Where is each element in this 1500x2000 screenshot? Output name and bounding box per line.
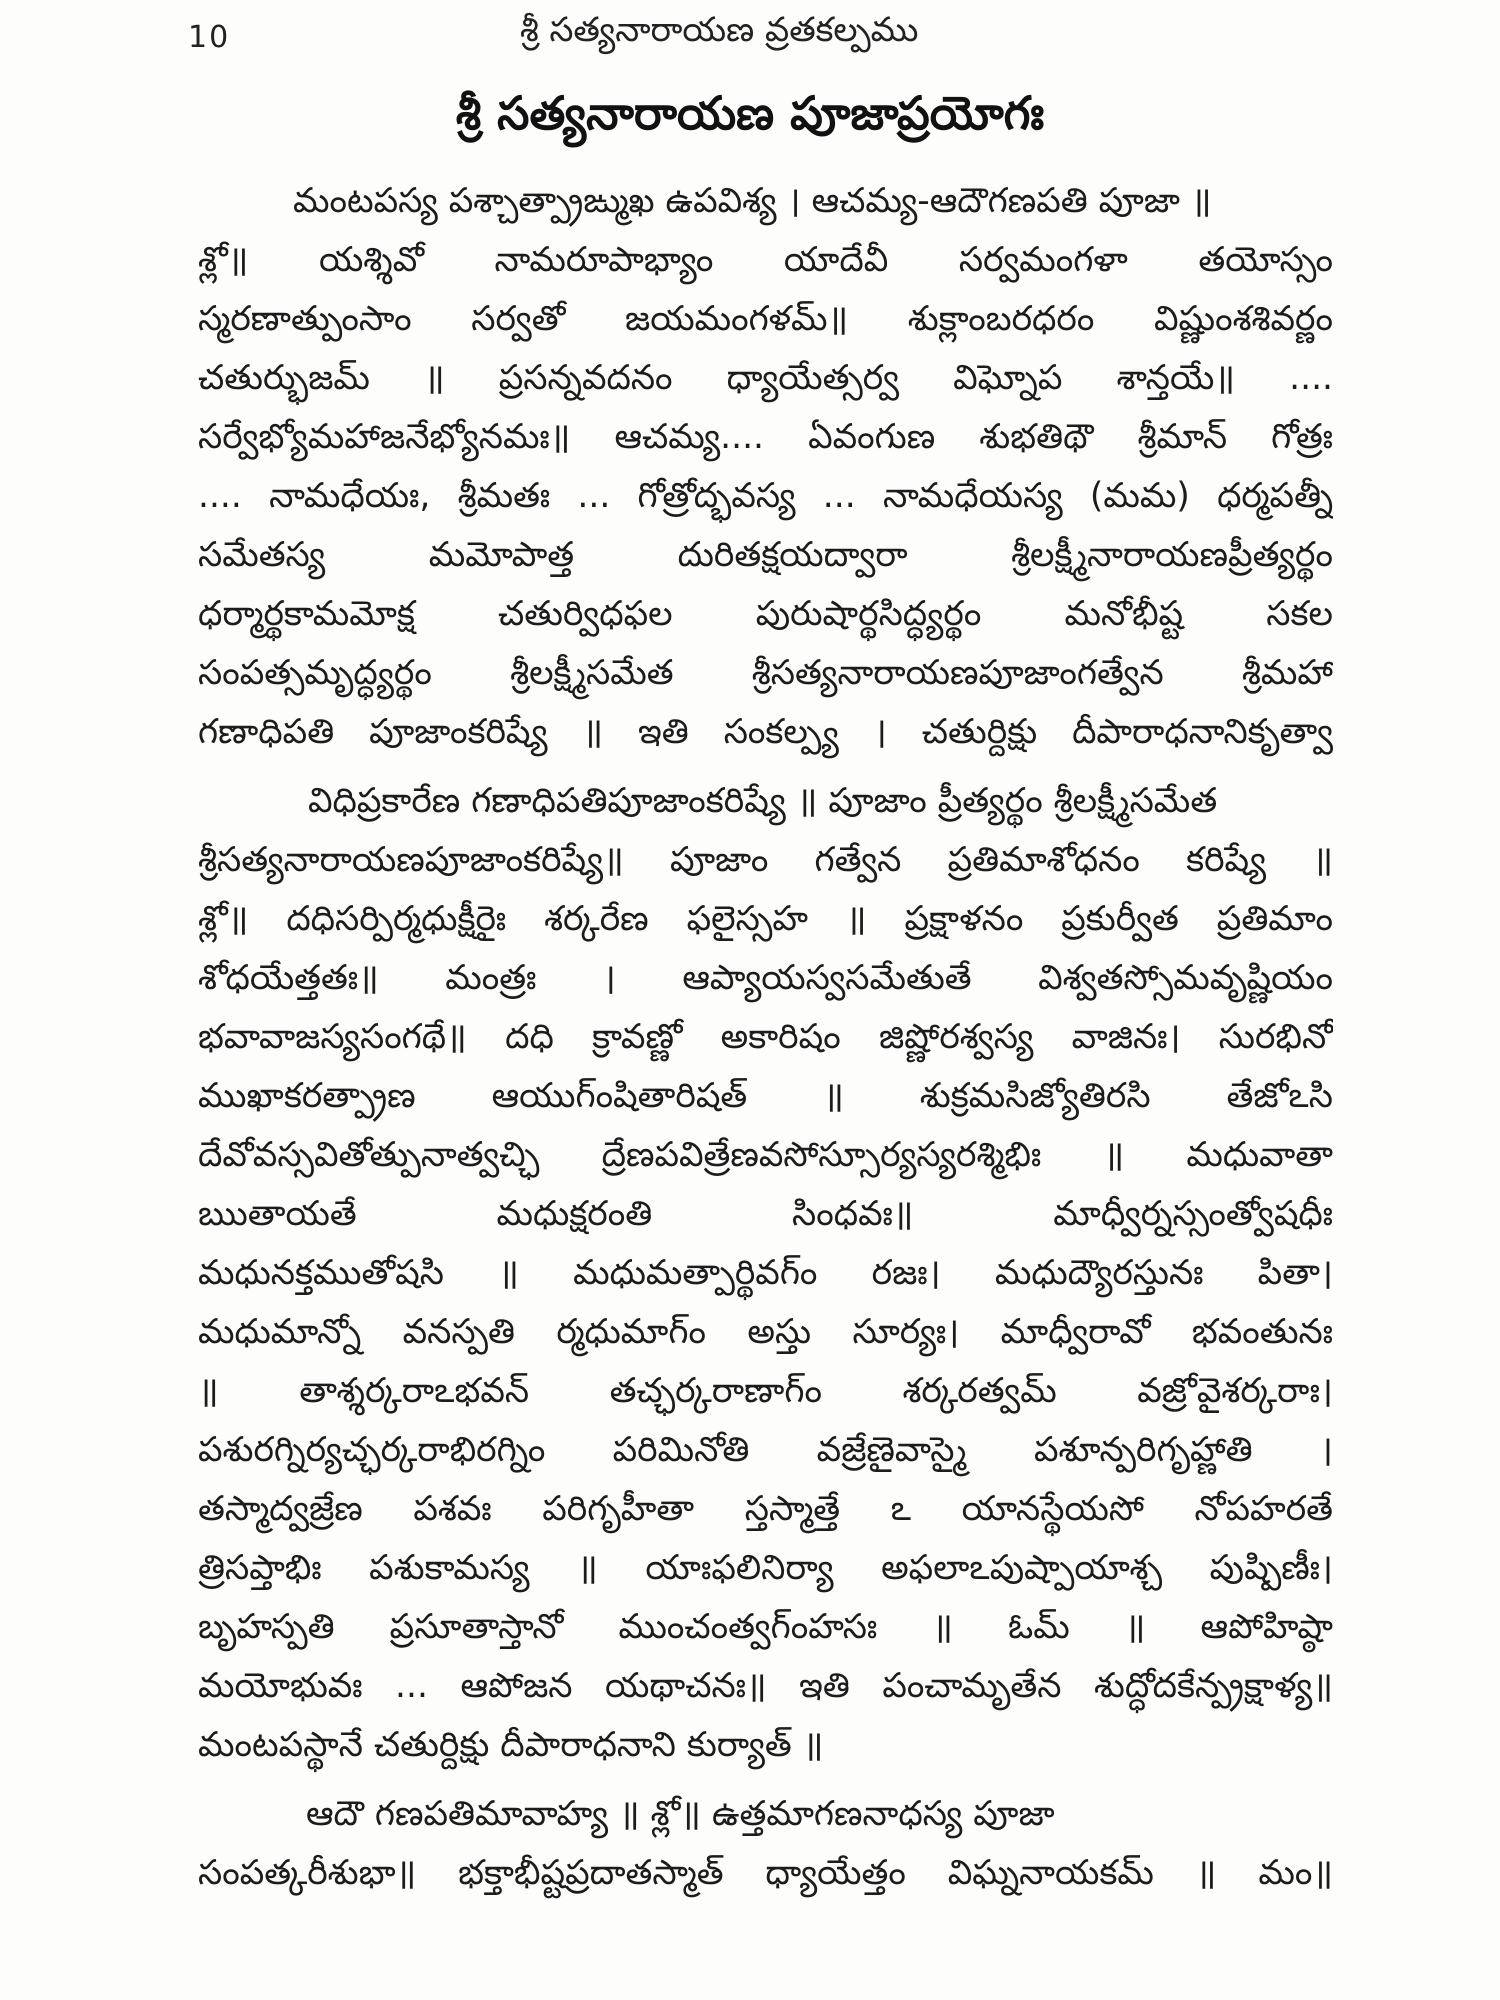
text-line: చతుర్భుజమ్ ॥ ప్రసన్నవదనం ధ్యాయేత్సర్వ విఘ్నోప శాన్తయే॥ .... bbox=[198, 358, 1333, 398]
text-line: పశురగ్నిర్యచ్ఛర్కరాభిరగ్నిం పరిమినోతి వజ్రేణైవాస్మై పశూన్పరిగృహ్ణాతి । bbox=[198, 1430, 1333, 1470]
text-line: భవావాజస్యసంగథే॥ దధి క్రావణ్ణో అకారిషం జిష్ణోరశ్వస్య వాజినః। సురభినో bbox=[198, 1017, 1333, 1057]
text-line: .... నామధేయః, శ్రీమతః ... గోత్రోద్భవస్య ... నామధేయస్య (మమ) ధర్మపత్నీ bbox=[198, 476, 1333, 516]
page-header bbox=[180, 6, 1340, 62]
text-line: మయోభువః ... ఆపోజన యథాచనః॥ ఇతి పంచామృతేన శుద్ధోదకేన్ప్రక్షాళ్య॥ bbox=[198, 1666, 1333, 1706]
text-line: మంటపస్య పశ్చాత్ప్రాఙ్ముఖ ఉపవిశ్య । ఆచమ్య-ఆదౌగణపతి పూజా ॥ bbox=[293, 181, 1212, 221]
text-line: సంపత్సమృద్ధ్యర్థం శ్రీలక్ష్మీసమేత శ్రీసత్యనారాయణపూజాంగత్వేన శ్రీమహా bbox=[198, 653, 1333, 693]
text-line: శ్రీసత్యనారాయణపూజాంకరిష్యే॥ పూజాం గత్వేన ప్రతిమాశోధనం కరిష్యే ॥ bbox=[198, 840, 1333, 880]
running-title: శ్రీ సత్యనారాయణ వ్రతకల్పము bbox=[520, 10, 919, 50]
body-text bbox=[198, 172, 1333, 1903]
text-line: సంపత్కరీశుభా॥ భక్తాభీష్టప్రదాతస్మాత్ ధ్యాయేత్తం విఘ్ననాయకమ్ ॥ మం॥ bbox=[198, 1853, 1333, 1893]
text-line: మంటపస్థానే చతుర్దిక్షు దీపారాధనాని కుర్యాత్ ॥ bbox=[198, 1725, 824, 1765]
text-line: ధర్మార్థకామమోక్ష చతుర్విధఫల పురుషార్థసిద్ధ్యర్థం మనోభీష్ట సకల bbox=[198, 594, 1333, 634]
text-line: ఋతాయతే మధుక్షరంతి సింధవః॥ మాధ్వీర్నస్సంత్వోషధీః bbox=[198, 1194, 1333, 1234]
text-line: సర్వేభ్యోమహాజనేభ్యోనమః॥ ఆచమ్య.... ఏవంగుణ శుభతిథౌ శ్రీమాన్ గోత్రః bbox=[198, 417, 1333, 457]
text-line: ముఖాకరత్ప్రాణ ఆయుగ్ంషితారిషత్ ॥ శుక్రమసిజ్యోతిరసి తేజోఽసి bbox=[198, 1076, 1333, 1116]
text-line: మధుమాన్నో వనస్పతి ర్మధుమాగ్ం అస్తు సూర్యః। మాధ్వీరావో భవంతునః bbox=[198, 1312, 1333, 1352]
paragraph-gap bbox=[198, 762, 1333, 772]
paragraph-gap bbox=[198, 1775, 1333, 1785]
text-line: శోధయేత్తతః॥ మంత్రః । ఆప్యాయస్వసమేతుతే విశ్వతస్సోమవృష్ణియం bbox=[198, 958, 1333, 998]
text-line: గణాధిపతి పూజాంకరిష్యే ॥ ఇతి సంకల్ప్య । చతుర్దిక్షు దీపారాధనానికృత్వా bbox=[198, 712, 1333, 752]
text-line: స్మరణాత్పుంసాం సర్వతో జయమంగళమ్॥ శుక్లాంబరధరం విష్ణుంశశివర్ణం bbox=[198, 299, 1333, 339]
text-line: శ్లో॥ యశ్శివో నామరూపాభ్యాం యాదేవీ సర్వమంగళా తయోస్సం bbox=[198, 240, 1333, 280]
section-title: శ్రీ సత్యనారాయణ పూజాప్రయోగః bbox=[455, 86, 1045, 140]
text-line: బృహస్పతి ప్రసూతాస్తానో ముంచంత్వగ్ంహసః ॥ ఓమ్ ॥ ఆపోహిష్ఠా bbox=[198, 1607, 1333, 1647]
text-line: ॥ తాశ్శర్కరాఽభవన్ తచ్ఛర్కరాణాగ్ం శర్కరత్వమ్ వజ్రోవైశర్కరాః। bbox=[198, 1371, 1333, 1411]
text-line: ఆదౌ గణపతిమావాహ్య ॥ శ్లో॥ ఉత్తమాగణనాధస్య పూజా bbox=[306, 1794, 1055, 1834]
text-line: దేవోవస్సవితోత్పునాత్వచ్ఛి ద్రేణపవిత్రేణవసోస్సూర్యస్యరశ్మిభిః ॥ మధువాతా bbox=[198, 1135, 1333, 1175]
text-line: త్రిసప్తాభిః పశుకామస్య ॥ యాఃఫలినిర్యా అఫలాఽపుష్పాయాశ్చ పుష్పిణీః। bbox=[198, 1548, 1333, 1588]
text-line: శ్లో॥ దధిసర్పిర్మధుక్షీరైః శర్కరేణ ఫలైస్సహ ॥ ప్రక్షాళనం ప్రకుర్వీత ప్రతిమాం bbox=[198, 899, 1333, 939]
text-line: మధునక్తముతోషసి ॥ మధుమత్పార్థివగ్ం రజః। మధుద్యౌరస్తునః పితా। bbox=[198, 1253, 1333, 1293]
text-line: సమేతస్య మమోపాత్త దురితక్షయద్వారా శ్రీలక్ష్మీనారాయణప్రీత్యర్థం bbox=[198, 535, 1333, 575]
page-number: 10 bbox=[188, 20, 231, 55]
text-line: తస్మాద్వజ్రేణ పశవః పరిగృహీతా స్తస్మాత్తే ఽ యానస్థేయసో నోపహరతే bbox=[198, 1489, 1333, 1529]
text-line: విధిప్రకారేణ గణాధిపతిపూజాంకరిష్యే ॥ పూజాం ప్రీత్యర్థం శ్రీలక్ష్మీసమేత bbox=[308, 781, 1218, 821]
